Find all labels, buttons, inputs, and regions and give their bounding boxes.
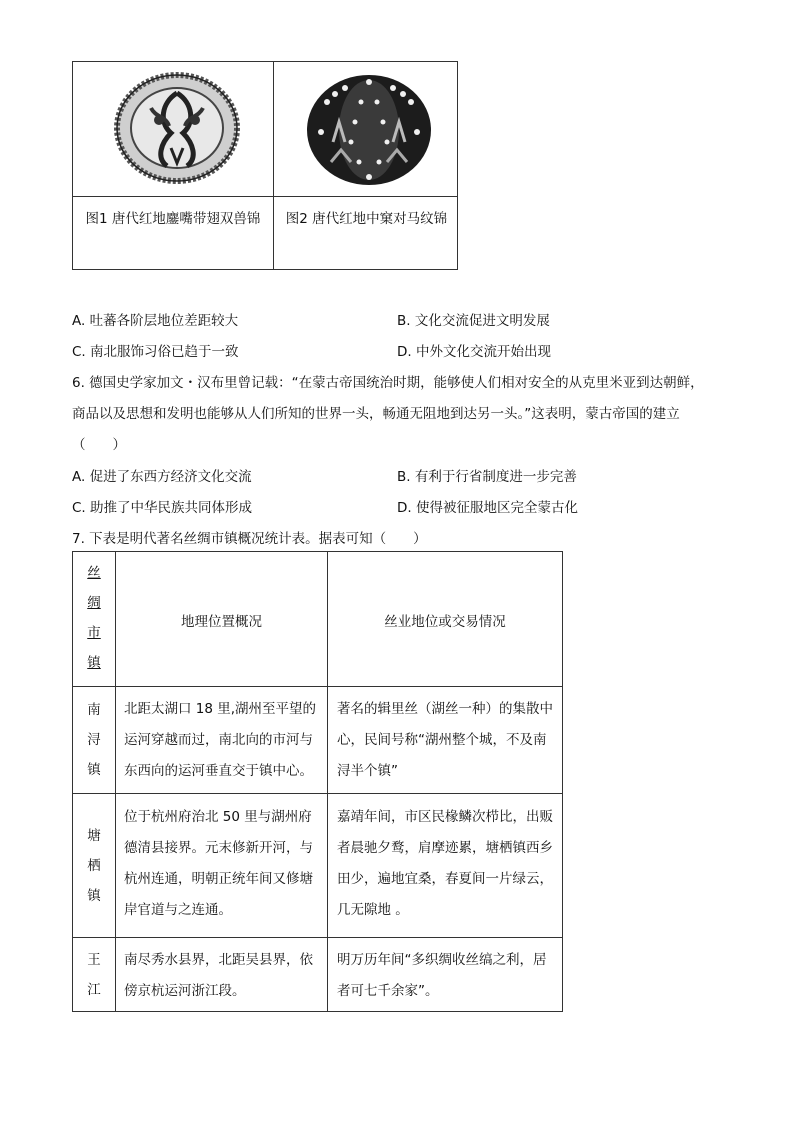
q6-stem-line-2: 商品以及思想和发明也能够从人们所知的世界一头，畅通无阻地到达另一头。”这表明，蒙古帝国的建立 bbox=[72, 406, 680, 422]
q6-stem-line-1: 6. 德国史学家加文・汉布里曾记载：“在蒙古帝国统治时期，能够使人们相对安全的从克里米亚到达朝鲜， bbox=[72, 375, 704, 391]
cell-line: 北距太湖口 18 里,湖州至平望的 bbox=[124, 701, 317, 717]
header-char: 丝 bbox=[87, 565, 101, 581]
town-wangjiang bbox=[73, 945, 115, 1005]
q6-option-b: B. 有利于行省制度进一步完善 bbox=[397, 469, 577, 485]
q5-option-c: C. 南北服饰习俗已趋于一致 bbox=[72, 344, 239, 360]
q6-option-d: D. 使得被征服地区完全蒙古化 bbox=[397, 500, 578, 516]
cell-line: 位于杭州府治北 50 里与湖州府 bbox=[124, 809, 312, 825]
caption-text: 图1 唐代红地鏖嘴带翅双兽锦 bbox=[85, 211, 261, 227]
divider bbox=[73, 937, 562, 938]
header-geography: 地理位置概况 bbox=[181, 614, 262, 630]
caption-text: 图2 唐代红地中窠对马纹锦 bbox=[285, 211, 448, 227]
header-town bbox=[73, 558, 115, 678]
cell-line: 著名的辑里丝（湖丝一种）的集散中 bbox=[337, 701, 553, 717]
cell-line: 浔半个镇” bbox=[337, 763, 398, 779]
cell-line: 者晨驰夕鹜，肩摩迹累，塘栖镇西乡 bbox=[337, 840, 553, 856]
town-char: 镇 bbox=[87, 762, 101, 778]
q6-option-c: C. 助推了中华民族共同体形成 bbox=[72, 500, 253, 516]
town-tangqi bbox=[73, 821, 115, 911]
cell-line: 明万历年间“多织绸收丝缟之利，居 bbox=[337, 952, 547, 968]
q5-option-a: A. 吐蕃各阶层地位差距较大 bbox=[72, 313, 239, 329]
header-char: 镇 bbox=[87, 655, 101, 671]
geo-tangqi bbox=[124, 802, 313, 926]
cell-line: 岸官道与之连通。 bbox=[124, 902, 232, 918]
q5-option-b: B. 文化交流促进文明发展 bbox=[397, 313, 550, 329]
town-char: 塘 bbox=[87, 828, 101, 844]
brocade-roundel-image-1 bbox=[111, 68, 243, 188]
divider bbox=[73, 686, 562, 687]
q7-stem: 7. 下表是明代著名丝绸市镇概况统计表。据表可知（ ） bbox=[72, 531, 427, 547]
cell-line: 德清县接界。元末修新开河，与 bbox=[124, 840, 313, 856]
trade-tangqi bbox=[337, 802, 553, 926]
header-char: 市 bbox=[87, 625, 101, 641]
cell-line: 杭州连通，明朝正统年间又修塘 bbox=[124, 871, 313, 887]
header-char: 绸 bbox=[87, 595, 101, 611]
cell-line: 心，民间号称“湖州整个城，不及南 bbox=[337, 732, 547, 748]
cell-line: 东西向的运河垂直交于镇中心。 bbox=[124, 763, 313, 779]
figure-1-caption bbox=[73, 204, 273, 234]
town-nanxun bbox=[73, 695, 115, 785]
cell-line: 者可七千余家”。 bbox=[337, 983, 439, 999]
divider bbox=[73, 793, 562, 794]
q6-option-a: A. 促进了东西方经济文化交流 bbox=[72, 469, 252, 485]
silk-town-table bbox=[72, 551, 563, 1012]
cell-line: 运河穿越而过，南北向的市河与 bbox=[124, 732, 313, 748]
figure-2-caption bbox=[274, 204, 459, 234]
town-char: 栖 bbox=[87, 858, 101, 874]
cell-line: 几无隙地 。 bbox=[337, 902, 409, 918]
divider bbox=[73, 196, 457, 197]
town-char: 南 bbox=[87, 702, 101, 718]
trade-nanxun bbox=[337, 694, 553, 787]
cell-line: 田少，遍地宜桑，春夏间一片绿云， bbox=[337, 871, 553, 887]
geo-nanxun bbox=[124, 694, 316, 787]
header-trade: 丝业地位或交易情况 bbox=[384, 614, 506, 630]
q5-option-d: D. 中外文化交流开始出现 bbox=[397, 344, 551, 360]
brocade-horse-image-2 bbox=[305, 72, 433, 188]
town-char: 王 bbox=[87, 952, 101, 968]
town-char: 浔 bbox=[87, 732, 101, 748]
q6-stem-line-3: （ ） bbox=[72, 437, 126, 453]
geo-wangjiang bbox=[124, 945, 313, 1007]
cell-line: 嘉靖年间，市区民椽鳞次栉比，出贩 bbox=[337, 809, 553, 825]
figure-table bbox=[72, 61, 458, 270]
town-char: 镇 bbox=[87, 888, 101, 904]
town-char: 江 bbox=[87, 982, 101, 998]
cell-line: 傍京杭运河浙江段。 bbox=[124, 983, 246, 999]
trade-wangjiang bbox=[337, 945, 547, 1007]
cell-line: 南尽秀水县界，北距吴县界，依 bbox=[124, 952, 313, 968]
divider bbox=[273, 62, 274, 269]
